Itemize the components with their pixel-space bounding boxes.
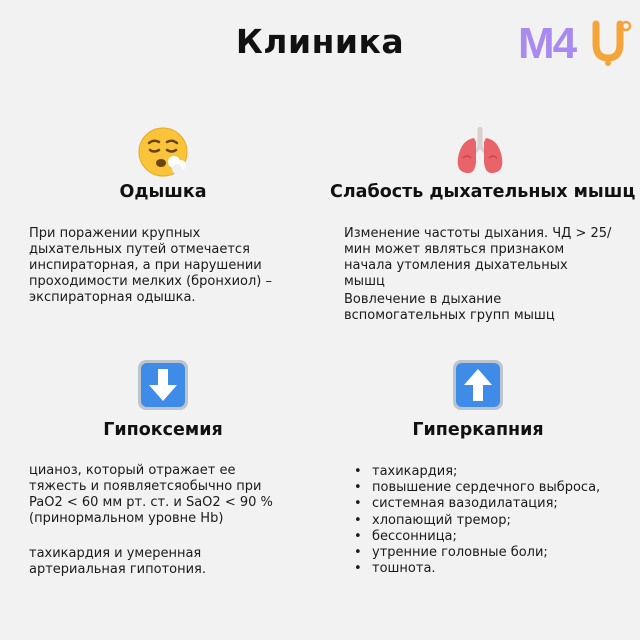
heading-hypercapnia: Гиперкапния (412, 420, 544, 440)
exhausted-face-icon (137, 126, 189, 178)
up-arrow-icon (452, 359, 504, 411)
list-item: • бессонница; (354, 528, 457, 544)
lungs-icon (453, 124, 507, 178)
down-arrow-icon (137, 359, 189, 411)
hypercapnia-list (352, 464, 600, 577)
heading-dyspnea: Одышка (119, 182, 207, 202)
muscle-weakness-text-2: Вовлечение в дыхание вспомогательных групп мышц (344, 292, 555, 323)
list-item: • тошнота. (354, 561, 436, 577)
muscle-weakness-text-1: Изменение частоты дыхания. ЧД > 25/мин может являться признаком начала утомления дыхательных мышц (344, 226, 612, 289)
hypoxemia-text-2: тахикардия и умеренная артериальная гипотония. (29, 546, 207, 577)
dyspnea-text: При поражении крупных дыхательных путей отмечается инспираторная, а при нарушении проходимости мелких (бронхиол) – экспираторная одышка. (29, 226, 272, 305)
list-item: • системная вазодилатация; (354, 496, 558, 512)
list-item: • хлопающий тремор; (354, 512, 511, 528)
page-title: Клиника (235, 22, 405, 61)
svg-text:M4: M4 (518, 19, 576, 66)
m4u-logo (516, 14, 634, 66)
list-item: • тахикардия; (354, 464, 458, 479)
heading-hypoxemia: Гипоксемия (103, 420, 223, 440)
hypoxemia-text-1: цианоз, который отражает ее тяжесть и появляетсяобычно при PaO2 < 60 мм рт. ст. и SaO2 < 90 % (принормальном уровне Hb) (29, 463, 273, 526)
list-item: • утренние головные боли; (354, 545, 548, 561)
list-item: • повышение сердечного выброса, (354, 480, 601, 496)
heading-muscle-weakness: Слабость дыхательных мышц (330, 182, 636, 202)
